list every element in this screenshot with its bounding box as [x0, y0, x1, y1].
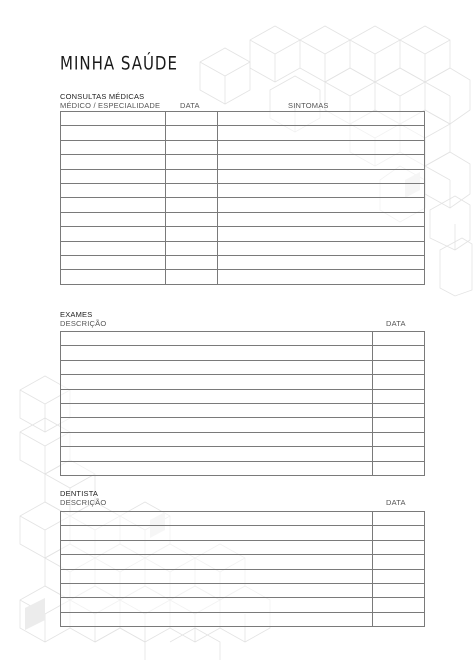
table-row [61, 140, 425, 154]
descricao-cell[interactable] [61, 403, 373, 417]
table-row [61, 612, 425, 626]
table-row [61, 255, 425, 269]
data-cell[interactable] [166, 155, 218, 169]
table-row [61, 569, 425, 583]
medico-cell[interactable] [61, 183, 166, 197]
data-cell[interactable] [373, 375, 425, 389]
data-cell[interactable] [166, 241, 218, 255]
table-row [61, 126, 425, 140]
column-header-descricao: DESCRIÇÃO [60, 498, 107, 507]
medico-cell[interactable] [61, 155, 166, 169]
data-cell[interactable] [373, 612, 425, 626]
medico-cell[interactable] [61, 140, 166, 154]
data-cell[interactable] [166, 183, 218, 197]
data-cell[interactable] [373, 555, 425, 569]
data-cell[interactable] [373, 540, 425, 554]
sintomas-cell[interactable] [218, 155, 425, 169]
table-row [61, 375, 425, 389]
descricao-cell[interactable] [61, 432, 373, 446]
descricao-cell[interactable] [61, 461, 373, 475]
sintomas-cell[interactable] [218, 255, 425, 269]
section-title-dentista: DENTISTA [60, 489, 99, 498]
data-cell[interactable] [166, 255, 218, 269]
descricao-cell[interactable] [61, 526, 373, 540]
data-cell[interactable] [166, 212, 218, 226]
sintomas-cell[interactable] [218, 212, 425, 226]
descricao-cell[interactable] [61, 612, 373, 626]
data-cell[interactable] [166, 198, 218, 212]
table-row [61, 169, 425, 183]
table-row [61, 461, 425, 475]
data-cell[interactable] [166, 126, 218, 140]
sintomas-cell[interactable] [218, 270, 425, 284]
data-cell[interactable] [373, 418, 425, 432]
data-cell[interactable] [373, 332, 425, 346]
table-row [61, 332, 425, 346]
descricao-cell[interactable] [61, 375, 373, 389]
table-row [61, 112, 425, 126]
table-row [61, 227, 425, 241]
medico-cell[interactable] [61, 241, 166, 255]
descricao-cell[interactable] [61, 360, 373, 374]
table-row [61, 198, 425, 212]
sintomas-cell[interactable] [218, 227, 425, 241]
table-row [61, 540, 425, 554]
data-cell[interactable] [373, 432, 425, 446]
data-cell[interactable] [373, 512, 425, 526]
consultas-table [60, 111, 425, 285]
data-cell[interactable] [373, 526, 425, 540]
data-cell[interactable] [373, 360, 425, 374]
descricao-cell[interactable] [61, 598, 373, 612]
column-header-data: DATA [180, 101, 200, 110]
data-cell[interactable] [373, 346, 425, 360]
medico-cell[interactable] [61, 212, 166, 226]
exames-table [60, 331, 425, 476]
medico-cell[interactable] [61, 112, 166, 126]
sintomas-cell[interactable] [218, 140, 425, 154]
sintomas-cell[interactable] [218, 183, 425, 197]
descricao-cell[interactable] [61, 332, 373, 346]
descricao-cell[interactable] [61, 447, 373, 461]
section-title-exames: EXAMES [60, 310, 93, 319]
table-row [61, 403, 425, 417]
medico-cell[interactable] [61, 169, 166, 183]
table-row [61, 512, 425, 526]
descricao-cell[interactable] [61, 389, 373, 403]
table-row [61, 389, 425, 403]
medico-cell[interactable] [61, 126, 166, 140]
data-cell[interactable] [373, 389, 425, 403]
data-cell[interactable] [166, 140, 218, 154]
data-cell[interactable] [166, 270, 218, 284]
table-row [61, 418, 425, 432]
table-row [61, 360, 425, 374]
table-row [61, 155, 425, 169]
sintomas-cell[interactable] [218, 169, 425, 183]
table-row [61, 212, 425, 226]
table-row [61, 555, 425, 569]
medico-cell[interactable] [61, 255, 166, 269]
descricao-cell[interactable] [61, 346, 373, 360]
page-title: MINHA SAÚDE [60, 52, 178, 75]
column-header-sintomas: SINTOMAS [288, 101, 329, 110]
table-row [61, 241, 425, 255]
sintomas-cell[interactable] [218, 198, 425, 212]
data-cell[interactable] [166, 169, 218, 183]
column-header-medico: MÉDICO / ESPECIALIDADE [60, 101, 161, 110]
table-row [61, 598, 425, 612]
data-cell[interactable] [373, 447, 425, 461]
medico-cell[interactable] [61, 227, 166, 241]
column-header-data: DATA [386, 498, 406, 507]
medico-cell[interactable] [61, 270, 166, 284]
sintomas-cell[interactable] [218, 126, 425, 140]
descricao-cell[interactable] [61, 583, 373, 597]
data-cell[interactable] [166, 112, 218, 126]
data-cell[interactable] [373, 598, 425, 612]
table-row [61, 526, 425, 540]
descricao-cell[interactable] [61, 418, 373, 432]
descricao-cell[interactable] [61, 540, 373, 554]
table-row [61, 447, 425, 461]
table-row [61, 183, 425, 197]
data-cell[interactable] [373, 403, 425, 417]
descricao-cell[interactable] [61, 569, 373, 583]
section-title-consultas: CONSULTAS MÉDICAS [60, 92, 145, 101]
descricao-cell[interactable] [61, 555, 373, 569]
table-row [61, 346, 425, 360]
data-cell[interactable] [373, 461, 425, 475]
dentista-table [60, 511, 425, 627]
data-cell[interactable] [373, 583, 425, 597]
table-row [61, 583, 425, 597]
medico-cell[interactable] [61, 198, 166, 212]
sintomas-cell[interactable] [218, 241, 425, 255]
descricao-cell[interactable] [61, 512, 373, 526]
table-row [61, 270, 425, 284]
table-row [61, 432, 425, 446]
sintomas-cell[interactable] [218, 112, 425, 126]
data-cell[interactable] [373, 569, 425, 583]
data-cell[interactable] [166, 227, 218, 241]
column-header-descricao: DESCRIÇÃO [60, 319, 107, 328]
column-header-data: DATA [386, 319, 406, 328]
